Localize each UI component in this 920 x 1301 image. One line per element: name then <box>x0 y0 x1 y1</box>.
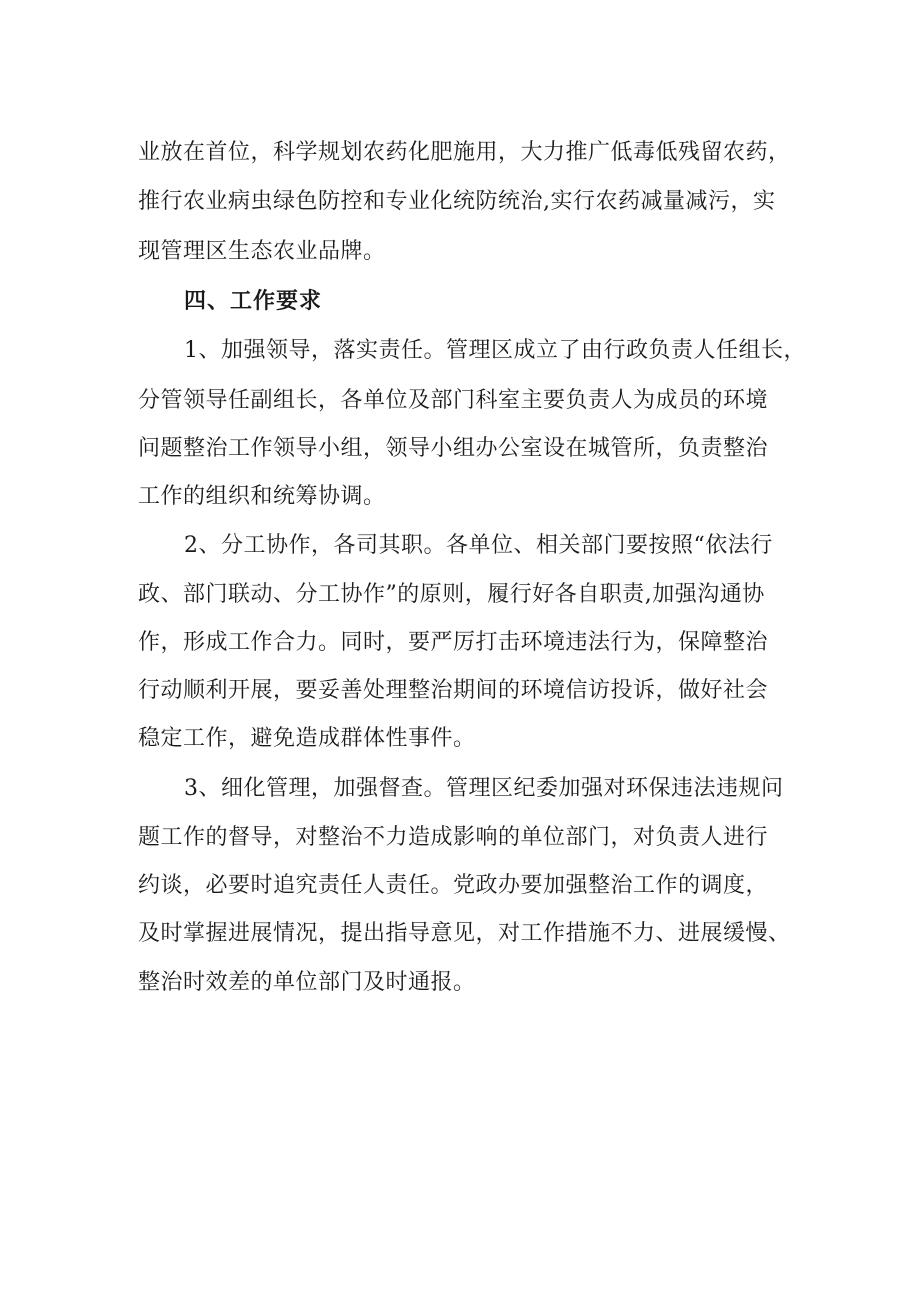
item-1-line: 问题整治工作领导小组，领导小组办公室设在城管所，负责整治 <box>138 436 769 461</box>
item-3-line: 及时掌握进展情况，提出指导意见，对工作措施不力、进展缓慢、 <box>138 921 791 946</box>
item-1-line: 工作的组织和统筹协调。 <box>138 484 386 509</box>
intro-line: 推行农业病虫绿色防控和专业化统防统治,实行农药减量减污，实 <box>138 189 776 214</box>
item-3-line: 约谈，必要时追究责任人责任。党政办要加强整治工作的调度， <box>138 873 769 898</box>
item-2-line: 行动顺利开展，要妥善处理整治期间的环境信访投诉，做好社会 <box>138 678 769 703</box>
item-3-line: 3、细化管理，加强督查。管理区纪委加强对环保违法违规问 <box>184 776 784 801</box>
intro-line: 现管理区生态农业品牌。 <box>138 239 386 264</box>
item-2-line: 稳定工作，避免造成群体性事件。 <box>138 726 476 751</box>
section-heading: 四、工作要求 <box>184 289 323 314</box>
intro-line: 业放在首位，科学规划农药化肥施用，大力推广低毒低残留农药， <box>138 140 791 165</box>
item-3-line: 题工作的督导，对整治不力造成影响的单位部门，对负责人进行 <box>138 825 769 850</box>
item-2-line: 政、部门联动、分工协作”的原则，履行好各自职责,加强沟通协 <box>138 582 765 607</box>
item-2-line: 2、分工协作，各司其职。各单位、相关部门要按照“依法行 <box>184 533 773 558</box>
item-1-line: 1、加强领导，落实责任。管理区成立了由行政负责人任组长， <box>184 338 806 363</box>
item-3-line: 整治时效差的单位部门及时通报。 <box>138 970 476 995</box>
item-1-line: 分管领导任副组长，各单位及部门科室主要负责人为成员的环境 <box>138 388 769 413</box>
item-2-line: 作，形成工作合力。同时，要严厉打击环境违法行为，保障整治 <box>138 630 769 655</box>
